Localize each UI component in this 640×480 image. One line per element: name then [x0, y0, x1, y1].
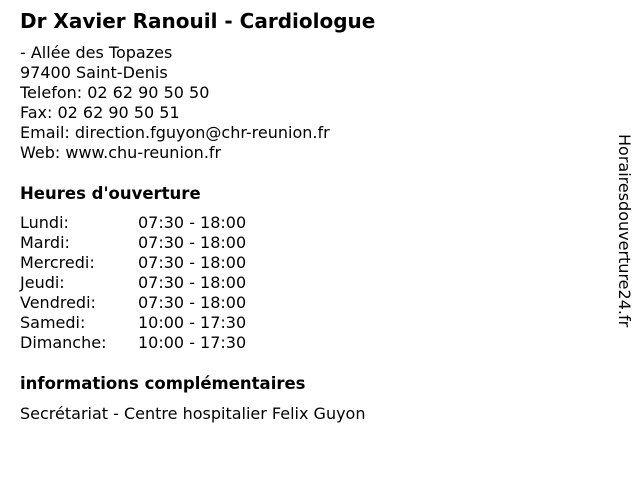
watermark-text: Horairesdouverture24.fr [615, 134, 634, 328]
day-label: Dimanche: [20, 333, 107, 352]
phone-number: Telefon: 02 62 90 50 50 [20, 83, 210, 102]
hours-row-monday [20, 213, 246, 233]
fax-number: Fax: 02 62 90 50 51 [20, 103, 180, 122]
website: Web: www.chu-reunion.fr [20, 143, 222, 162]
hours-row-friday [20, 293, 246, 313]
email-address: Email: direction.fguyon@chr-reunion.fr [20, 123, 330, 142]
hours-row-thursday [20, 273, 246, 293]
day-label: Lundi: [20, 213, 69, 232]
address-street: - Allée des Topazes [20, 43, 173, 62]
opening-hours-heading: Heures d'ouverture [20, 184, 201, 203]
time-range: 07:30 - 18:00 [138, 233, 247, 252]
time-range: 10:00 - 17:30 [138, 333, 247, 352]
page-title: Dr Xavier Ranouil - Cardiologue [20, 9, 376, 33]
hours-row-wednesday [20, 253, 246, 273]
hours-row-sunday [20, 333, 246, 353]
day-label: Jeudi: [20, 273, 65, 292]
address-city: 97400 Saint-Denis [20, 63, 168, 82]
time-range: 07:30 - 18:00 [138, 253, 247, 272]
day-label: Mercredi: [20, 253, 95, 272]
day-label: Vendredi: [20, 293, 96, 312]
contact-block [20, 43, 330, 163]
day-label: Mardi: [20, 233, 70, 252]
additional-info-text: Secrétariat - Centre hospitalier Felix Guyon [20, 404, 366, 423]
time-range: 07:30 - 18:00 [138, 213, 247, 232]
day-label: Samedi: [20, 313, 86, 332]
hours-row-saturday [20, 313, 246, 333]
opening-hours-table [20, 213, 246, 353]
additional-info-heading: informations complémentaires [20, 374, 306, 393]
time-range: 07:30 - 18:00 [138, 273, 247, 292]
time-range: 10:00 - 17:30 [138, 313, 247, 332]
time-range: 07:30 - 18:00 [138, 293, 247, 312]
hours-row-tuesday [20, 233, 246, 253]
